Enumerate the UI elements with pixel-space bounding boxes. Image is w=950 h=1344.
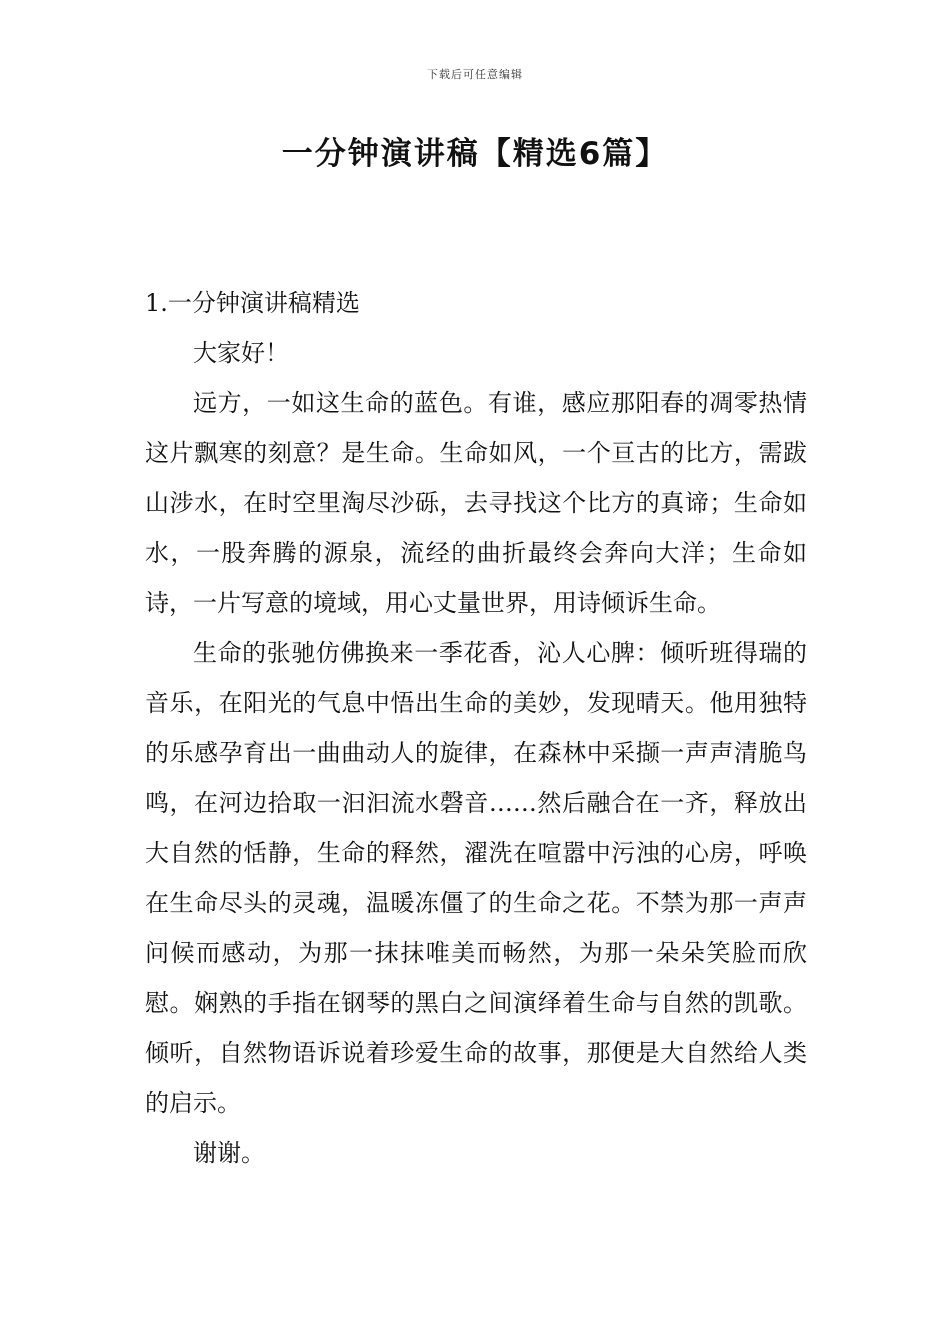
header-note: 下载后可任意编辑 [427, 68, 523, 81]
document-body [145, 278, 807, 1178]
body-paragraph: 远方，一如这生命的蓝色。有谁，感应那阳春的凋零热情这片飘寒的刻意？是生命。生命如风，一个亘古的比方，需跋山涉水，在时空里淘尽沙砾，去寻找这个比方的真谛；生命如水，一股奔腾的源泉，流经的曲折最终会奔向大洋；生命如诗，一片写意的境域，用心丈量世界，用诗倾诉生命。 [145, 389, 807, 617]
closing-paragraph: 谢谢。 [193, 1139, 265, 1167]
section-heading: 1.一分钟演讲稿精选 [145, 289, 360, 317]
body-paragraph: 生命的张驰仿佛换来一季花香，沁人心脾：倾听班得瑞的音乐，在阳光的气息中悟出生命的美妙，发现晴天。他用独特的乐感孕育出一曲曲动人的旋律，在森林中采撷一声声清脆鸟鸣，在河边拾取一汩汩流水磬音……然后融合在一齐，释放出大自然的恬静，生命的释然，濯洗在喧嚣中污浊的心房，呼唤在生命尽头的灵魂，温暖冻僵了的生命之花。不禁为那一声声问候而感动，为那一抹抹唯美而畅然，为那一朵朵笑脸而欣慰。娴熟的手指在钢琴的黑白之间演绎着生命与自然的凯歌。倾听，自然物语诉说着珍爱生命的故事，那便是大自然给人类的启示。 [145, 639, 807, 1117]
page-title: 一分钟演讲稿【精选6篇】 [281, 136, 669, 172]
greeting-paragraph: 大家好！ [193, 339, 289, 367]
